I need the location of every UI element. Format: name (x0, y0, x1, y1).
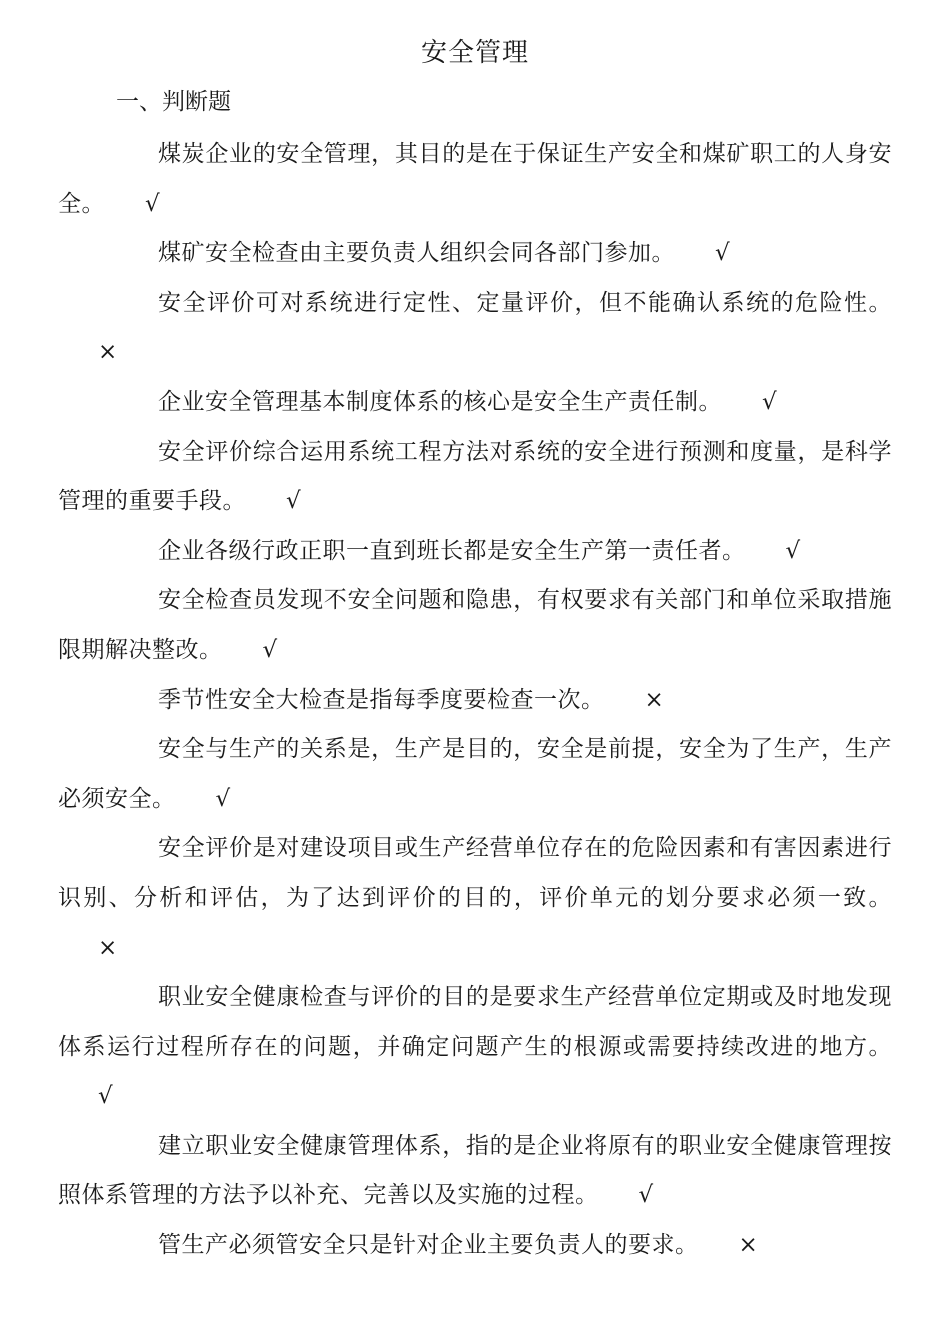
question-item (58, 378, 892, 428)
answer-mark: × (98, 339, 118, 366)
answer-mark: √ (715, 240, 731, 267)
answer-mark: √ (145, 190, 161, 217)
question-item (58, 1122, 892, 1221)
question-text: 安全与生产的关系是，生产是目的，安全是前提，安全为了生产，生产必须安全。 (58, 736, 892, 812)
answer-mark: √ (262, 636, 278, 663)
question-text: 企业各级行政正职一直到班长都是安全生产第一责任者。 (158, 537, 746, 564)
question-text: 季节性安全大检查是指每季度要检查一次。 (158, 686, 605, 713)
question-item (58, 279, 892, 378)
answer-mark: √ (98, 1083, 114, 1110)
question-item (58, 824, 892, 973)
question-text: 安全评价是对建设项目或生产经营单位存在的危险因素和有害因素进行识别、分析和评估，为了达到评价的目的，评价单元的划分要求必须一致。 (58, 835, 892, 911)
question-text: 安全检查员发现不安全问题和隐患，有权要求有关部门和单位采取措施限期解决整改。 (58, 587, 892, 663)
question-item (58, 130, 892, 229)
question-text: 煤炭企业的安全管理，其目的是在于保证生产安全和煤矿职工的人身安全。 (58, 141, 892, 217)
question-text: 企业安全管理基本制度体系的核心是安全生产责任制。 (158, 388, 722, 415)
question-text: 职业安全健康检查与评价的目的是要求生产经营单位定期或及时地发现体系运行过程所存在的问题，并确定问题产生的根源或需要持续改进的地方。 (58, 984, 892, 1060)
question-text: 煤矿安全检查由主要负责人组织会同各部门参加。 (158, 240, 675, 267)
question-item (58, 676, 892, 726)
question-text: 安全评价可对系统进行定性、定量评价，但不能确认系统的危险性。 (158, 289, 892, 316)
answer-mark: × (738, 1232, 759, 1259)
question-item (58, 1221, 892, 1271)
answer-mark: √ (286, 488, 302, 515)
question-list (58, 130, 892, 1271)
answer-mark: × (644, 686, 665, 713)
answer-mark: × (98, 934, 118, 961)
answer-mark: √ (215, 785, 231, 812)
document-title: 安全管理 (420, 38, 529, 68)
question-text: 管生产必须管安全只是针对企业主要负责人的要求。 (158, 1232, 699, 1259)
question-item (58, 725, 892, 824)
question-item (58, 973, 892, 1122)
question-text: 建立职业安全健康管理体系，指的是企业将原有的职业安全健康管理按照体系管理的方法予以补充、完善以及实施的过程。 (58, 1132, 892, 1209)
question-item (58, 576, 892, 675)
answer-mark: √ (762, 388, 778, 415)
question-item (58, 428, 892, 527)
answer-mark: √ (638, 1182, 654, 1209)
section-heading: 一、判断题 (116, 89, 231, 115)
question-text: 安全评价综合运用系统工程方法对系统的安全进行预测和度量，是科学管理的重要手段。 (58, 438, 892, 515)
question-item (58, 527, 892, 577)
question-item (58, 229, 892, 279)
answer-mark: √ (785, 537, 801, 564)
